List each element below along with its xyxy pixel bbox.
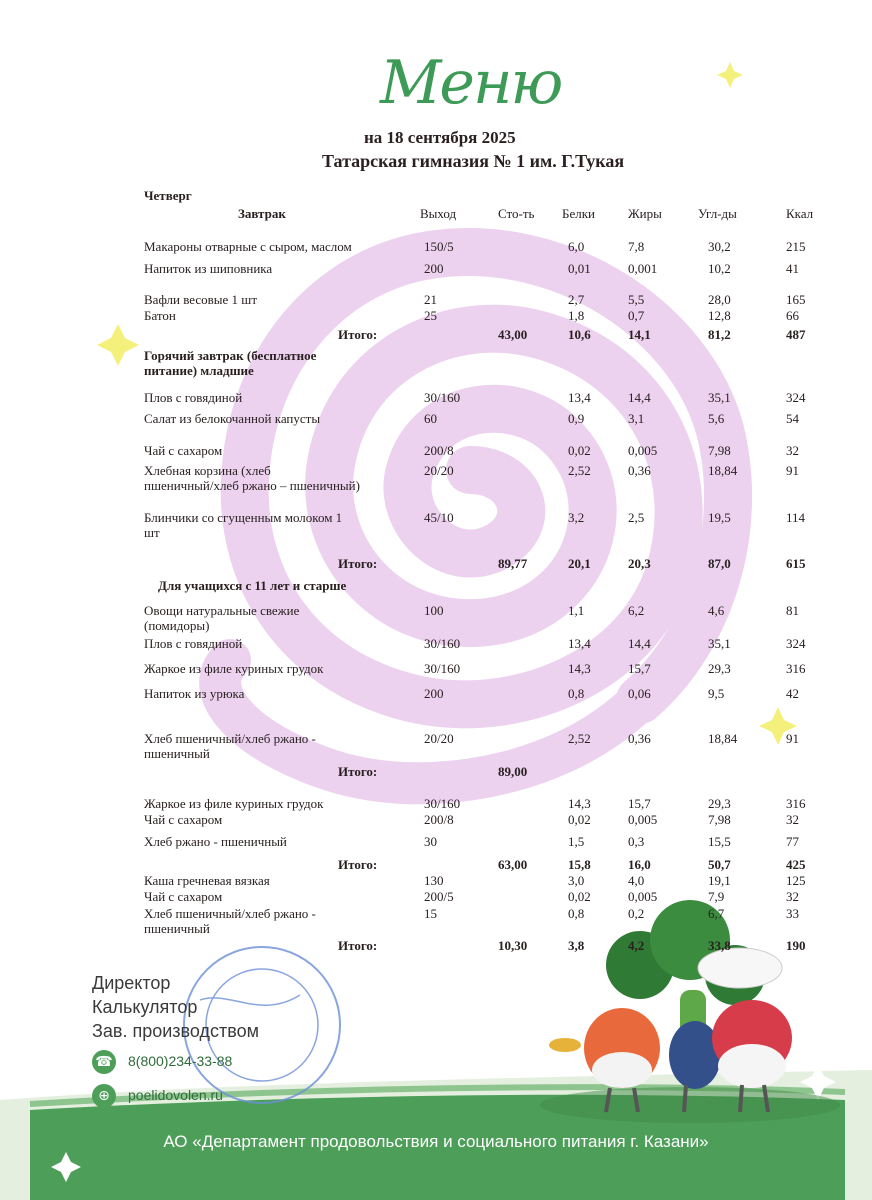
cell-fat: 0,36 [628,731,651,746]
table-row [0,308,872,323]
dish-name-line2: (помидоры) [144,618,210,633]
cell-carbs: 15,5 [708,834,731,849]
cell-kcal: 77 [786,834,799,849]
cell-protein: 13,4 [568,636,591,651]
cell-fat: 20,3 [628,556,651,571]
cell-kcal: 42 [786,686,799,701]
cell-carbs: 7,98 [708,443,731,458]
dish-name: Каша гречневая вязкая [144,873,270,888]
cell-carbs: 35,1 [708,390,731,405]
dish-name: Жаркое из филе куриных грудок [144,661,324,676]
cell-protein: 2,52 [568,731,591,746]
cell-fat: 0,005 [628,443,658,458]
dish-name: Жаркое из филе куриных грудок [144,796,324,811]
cell-kcal: 91 [786,731,799,746]
cell-carbs: 29,3 [708,796,731,811]
cell-protein: 0,01 [568,261,591,276]
dish-name: Салат из белокочанной капусты [144,411,321,426]
footer-organization: АО «Департамент продовольствия и социального питания г. Казани» [163,1132,709,1151]
cell-carbs: 6,7 [708,906,725,921]
cell-fat: 0,005 [628,812,658,827]
dish-name: Плов с говядиной [144,636,243,651]
col-header-cost: Сто-ть [498,206,535,221]
cell-carbs: 4,6 [708,603,725,618]
cell-carbs: 30,2 [708,239,731,254]
cell-out: 30/160 [424,661,461,676]
table-row [0,510,872,540]
cell-protein: 0,9 [568,411,585,426]
table-row [0,239,872,254]
cell-carbs: 5,6 [708,411,725,426]
dish-name: Хлеб пшеничный/хлеб ржано - [144,731,316,746]
cell-protein: 14,3 [568,796,591,811]
col-header-carbs: Угл-ды [698,206,737,221]
cell-out: 15 [424,906,437,921]
table-row [0,812,872,827]
dish-name: Хлеб ржано - пшеничный [144,834,287,849]
cell-kcal: 41 [786,261,799,276]
cell-kcal: 125 [786,873,806,888]
cell-fat: 15,7 [628,661,651,676]
table-row [0,463,872,493]
cell-out: 45/10 [424,510,454,525]
cell-cost: 89,00 [498,764,528,779]
cell-protein: 14,3 [568,661,591,676]
cell-kcal: 91 [786,463,799,478]
total-row [0,556,872,571]
dish-name: Чай с сахаром [144,889,223,904]
table-row [0,686,872,701]
cell-fat: 0,36 [628,463,651,478]
cell-kcal: 114 [786,510,806,525]
cell-kcal: 165 [786,292,806,307]
cell-cost: 63,00 [498,857,528,872]
section-breakfast: Завтрак [238,206,286,221]
dish-name-line2: пшеничный/хлеб ржано – пшеничный) [144,478,360,493]
total-label: Итого: [338,556,378,571]
cell-out: 30 [424,834,437,849]
cell-out: 100 [424,603,444,618]
cell-carbs: 9,5 [708,686,725,701]
cell-fat: 14,4 [628,636,651,651]
cell-kcal: 324 [786,390,806,405]
col-header-fat: Жиры [628,206,662,221]
cell-out: 200 [424,686,444,701]
cell-fat: 14,1 [628,327,651,342]
col-header-protein: Белки [562,206,595,221]
cell-carbs: 33,8 [708,938,731,953]
table-row [0,411,872,426]
cell-kcal: 316 [786,661,806,676]
table-row [0,443,872,458]
cell-protein: 13,4 [568,390,591,405]
cell-protein: 1,1 [568,603,585,618]
dish-name: Вафли весовые 1 шт [144,292,257,307]
table-row [0,731,872,761]
dish-name-line2: шт [144,525,160,540]
table-row [0,834,872,849]
cell-out: 150/5 [424,239,454,254]
date-line: на 18 сентября 2025 [364,128,516,147]
total-row [0,857,872,872]
cell-protein: 1,5 [568,834,585,849]
cell-carbs: 35,1 [708,636,731,651]
cell-kcal: 33 [786,906,799,921]
cell-fat: 4,2 [628,938,645,953]
cell-fat: 0,3 [628,834,645,849]
cell-kcal: 32 [786,443,799,458]
cell-fat: 4,0 [628,873,645,888]
dish-name: Напиток из шиповника [144,261,273,276]
cell-cost: 10,30 [498,938,528,953]
table-row [0,796,872,811]
cell-kcal: 32 [786,812,799,827]
cell-carbs: 28,0 [708,292,731,307]
cell-carbs: 29,3 [708,661,731,676]
dish-name: Чай с сахаром [144,812,223,827]
day-label: Четверг [144,188,192,203]
cell-fat: 6,2 [628,603,645,618]
table-row [0,873,872,888]
cell-out: 200/8 [424,443,454,458]
cell-carbs: 12,8 [708,308,731,323]
cell-out: 30/160 [424,796,461,811]
cell-kcal: 32 [786,889,799,904]
cell-out: 20/20 [424,463,454,478]
cell-fat: 16,0 [628,857,651,872]
globe-icon: ⊕ [92,1084,116,1108]
cell-fat: 0,001 [628,261,658,276]
cell-kcal: 190 [786,938,806,953]
table-row [0,636,872,651]
phone-icon: ☎ [92,1050,116,1074]
cell-out: 60 [424,411,437,426]
cell-kcal: 215 [786,239,806,254]
cell-kcal: 487 [786,327,806,342]
cell-protein: 2,52 [568,463,591,478]
cell-kcal: 324 [786,636,806,651]
cell-protein: 15,8 [568,857,591,872]
cell-protein: 6,0 [568,239,585,254]
cell-fat: 7,8 [628,239,645,254]
cell-fat: 3,1 [628,411,645,426]
cell-carbs: 7,9 [708,889,725,904]
table-row [0,390,872,405]
total-row [0,938,872,953]
dish-name: Плов с говядиной [144,390,243,405]
cell-fat: 0,005 [628,889,658,904]
dish-name: Макароны отварные с сыром, маслом [144,239,352,254]
cell-out: 25 [424,308,437,323]
cell-protein: 20,1 [568,556,591,571]
school-name: Татарская гимназия № 1 им. Г.Тукая [322,151,625,171]
cell-out: 21 [424,292,437,307]
cell-protein: 3,0 [568,873,585,888]
total-label: Итого: [338,327,378,342]
section-title: Горячий завтрак (бесплатное [144,348,317,363]
cell-fat: 0,7 [628,308,645,323]
col-header-kcal: Ккал [786,206,814,221]
cell-fat: 0,2 [628,906,645,921]
dish-name: Блинчики со сгущенным молоком 1 [144,510,343,525]
cell-carbs: 19,1 [708,873,731,888]
cell-protein: 1,8 [568,308,585,323]
cell-protein: 0,02 [568,443,591,458]
menu-title: Меню [380,48,562,118]
table-row [0,292,872,307]
dish-name: Батон [144,308,176,323]
cell-fat: 2,5 [628,510,645,525]
cell-protein: 0,8 [568,906,585,921]
signature-director: Директор [92,973,171,993]
cell-protein: 0,02 [568,889,591,904]
cell-cost: 43,00 [498,327,528,342]
cell-kcal: 425 [786,857,806,872]
cell-kcal: 54 [786,411,799,426]
section-header [0,578,872,593]
total-label: Итого: [338,857,378,872]
cell-carbs: 18,84 [708,463,738,478]
section-title: Для учащихся с 11 лет и старше [158,578,347,593]
cell-kcal: 615 [786,556,806,571]
cell-kcal: 66 [786,308,799,323]
phone-number: 8(800)234-33-88 [128,1053,233,1069]
cell-carbs: 7,98 [708,812,731,827]
cell-carbs: 19,5 [708,510,731,525]
cell-cost: 89,77 [498,556,528,571]
signature-production-head: Зав. производством [92,1021,259,1041]
cell-out: 200/8 [424,812,454,827]
section-title-line2: питание) младшие [144,363,254,378]
cell-carbs: 18,84 [708,731,738,746]
total-label: Итого: [338,938,378,953]
cell-carbs: 10,2 [708,261,731,276]
col-header-out: Выход [420,206,457,221]
total-row [0,327,872,342]
cell-carbs: 81,2 [708,327,731,342]
cell-out: 30/160 [424,636,461,651]
cell-fat: 5,5 [628,292,645,307]
dish-name: Хлеб пшеничный/хлеб ржано - [144,906,316,921]
cell-protein: 0,02 [568,812,591,827]
cell-protein: 3,2 [568,510,585,525]
cell-out: 200/5 [424,889,454,904]
dish-name: Напиток из урюка [144,686,245,701]
cell-protein: 3,8 [568,938,585,953]
cell-kcal: 316 [786,796,806,811]
website-link[interactable]: poelidovolen.ru [128,1087,223,1103]
dish-name: Овощи натуральные свежие [144,603,300,618]
cell-kcal: 81 [786,603,799,618]
cell-out: 30/160 [424,390,461,405]
total-label: Итого: [338,764,378,779]
cell-protein: 0,8 [568,686,585,701]
cell-protein: 2,7 [568,292,585,307]
cell-carbs: 50,7 [708,857,731,872]
table-row [0,661,872,676]
cell-out: 200 [424,261,444,276]
dish-name: Чай с сахаром [144,443,223,458]
table-row [0,889,872,904]
section-header [0,348,872,378]
total-row [0,764,872,779]
cell-carbs: 87,0 [708,556,731,571]
table-row [0,603,872,633]
cell-fat: 14,4 [628,390,651,405]
dish-name-line2: пшеничный [144,921,210,936]
cell-protein: 10,6 [568,327,591,342]
table-row [0,906,872,936]
table-row [0,261,872,276]
signature-calculator: Калькулятор [92,997,198,1017]
dish-name-line2: пшеничный [144,746,210,761]
cell-out: 20/20 [424,731,454,746]
cell-out: 130 [424,873,444,888]
dish-name: Хлебная корзина (хлеб [144,463,271,478]
cell-fat: 15,7 [628,796,651,811]
cell-fat: 0,06 [628,686,651,701]
